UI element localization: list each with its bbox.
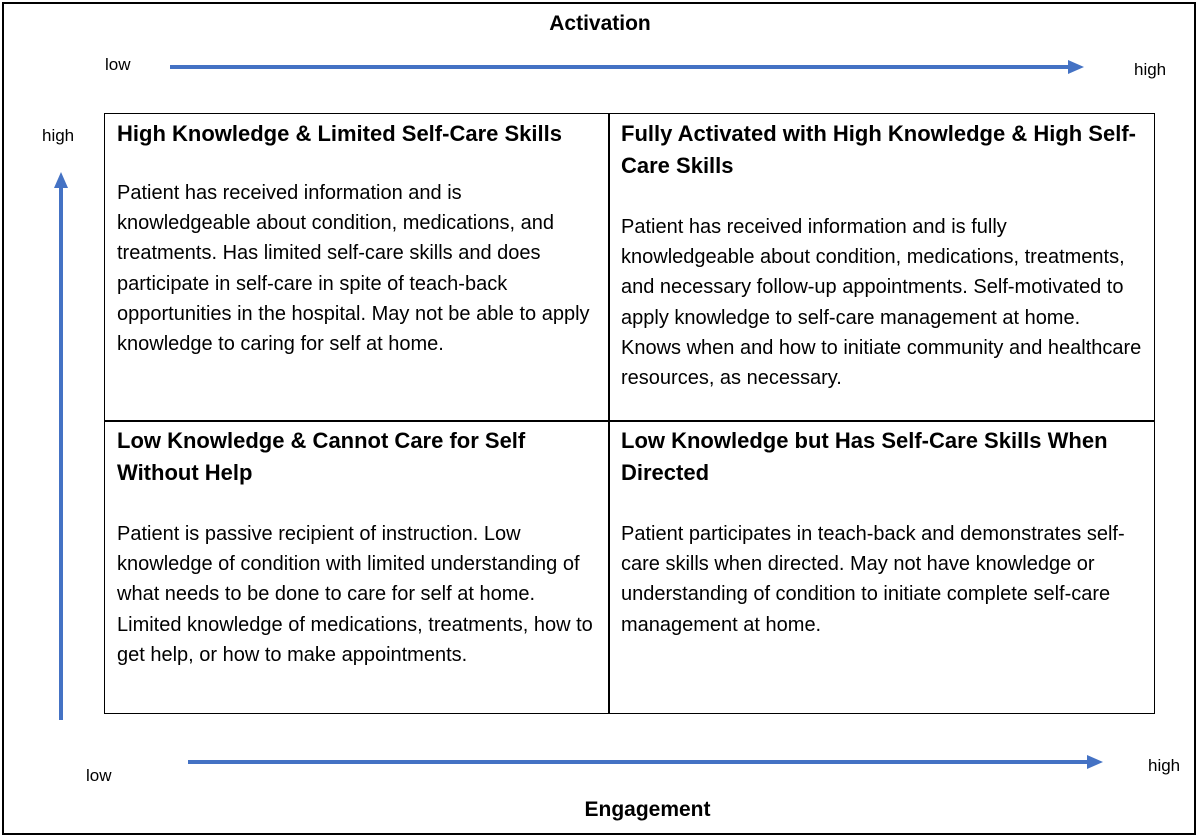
activation-axis-title: Activation	[549, 12, 651, 35]
quadrant-description: Patient has received information and is knowledgeable about condition, medications, and treatments. Has limited self-care skills and does participate in self-care in spite of teach-back opportunities in the hospital. May not be able to apply knowledge to caring for self at home.	[117, 182, 590, 356]
activation-high-label: high	[1134, 60, 1167, 79]
engagement-arrow	[0, 752, 1200, 775]
quadrant-grid	[104, 113, 1155, 714]
quadrant-bottom-left	[105, 421, 608, 713]
quadrant-top-left	[105, 114, 608, 420]
quadrant-title: High Knowledge & Limited Self-Care Skills	[117, 121, 562, 146]
activation-arrow	[0, 57, 1200, 77]
quadrant-top-right	[609, 114, 1154, 420]
empowerment-high-label: high	[42, 126, 75, 145]
engagement-axis-title: Engagement	[584, 798, 711, 821]
quadrant-description: Patient is passive recipient of instruction. Low knowledge of condition with limited understanding of what needs to be done to care for self at home. Limited knowledge of medications, treatments, how to get help, or how to make appointments.	[117, 523, 593, 666]
activation-low-label: low	[105, 55, 131, 74]
engagement-high-label: high	[1148, 756, 1181, 775]
quadrant-description: Patient participates in teach-back and demonstrates self-care skills when directed. May not have knowledge or understanding of condition to initiate complete self-care management at home.	[621, 523, 1125, 636]
quadrant-title: Fully Activated with High Knowledge & High Self-Care Skills	[621, 121, 1136, 178]
quadrant-title: Low Knowledge & Cannot Care for Self Without Help	[117, 428, 526, 485]
quadrant-title: Low Knowledge but Has Self-Care Skills When Directed	[621, 428, 1108, 485]
engagement-low-label: low	[86, 766, 112, 785]
quadrant-bottom-right	[609, 421, 1154, 713]
empowerment-arrow	[51, 170, 71, 730]
quadrant-description: Patient has received information and is fully knowledgeable about condition, medications, treatments, and necessary follow-up appointments. Self-motivated to apply knowledge to self-care management at home. Knows when and how to initiate community and healthcare resources, as necessary.	[621, 216, 1142, 390]
